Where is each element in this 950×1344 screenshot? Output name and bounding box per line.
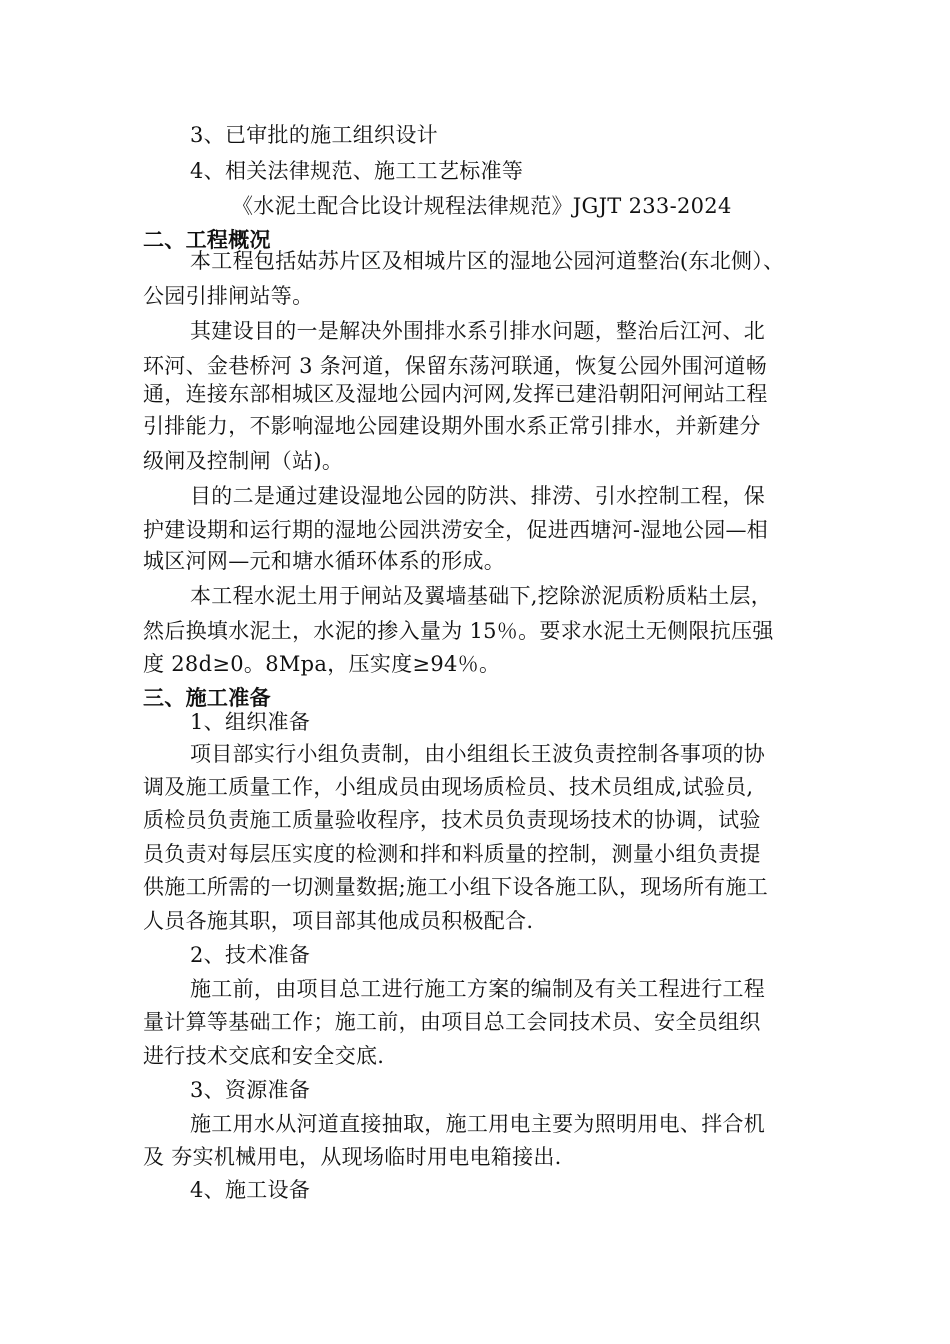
subsection-title-technical: 2、技术准备: [190, 943, 311, 967]
technical-line: 量计算等基础工作；施工前，由项目总工会同技术员、安全员组织: [143, 1010, 761, 1034]
overview-line: 城区河网—元和塘水循环体系的形成。: [143, 549, 506, 573]
basis-item-3: 3、已审批的施工组织设计: [190, 123, 438, 147]
subsection-title-resources: 3、资源准备: [190, 1078, 311, 1102]
section-heading-preparation: 三、施工准备: [143, 685, 271, 710]
overview-line: 通，连接东部相城区及湿地公园内河网,发挥已建沿朝阳河闸站工程: [143, 382, 768, 406]
overview-line: 本工程包括姑苏片区及相城片区的湿地公园河道整治(东北侧）、: [190, 249, 785, 273]
subsection-title-organization: 1、组织准备: [190, 710, 311, 734]
section-heading-overview: 二、工程概况: [143, 227, 271, 252]
overview-line: 度 28d≥0。8Mpa，压实度≥94％。: [143, 652, 501, 676]
organization-line: 调及施工质量工作，小组成员由现场质检员、技术员组成,试验员,: [143, 775, 754, 799]
resources-line: 及 夯实机械用电，从现场临时用电电箱接出.: [143, 1145, 562, 1169]
overview-line: 然后换填水泥土，水泥的掺入量为 15％。要求水泥土无侧限抗压强: [143, 619, 774, 643]
organization-line: 员负责对每层压实度的检测和拌和料质量的控制，测量小组负责提: [143, 842, 761, 866]
overview-line: 环河、金巷桥河 3 条河道，保留东荡河联通，恢复公园外围河道畅: [143, 354, 768, 378]
overview-line: 目的二是通过建设湿地公园的防洪、排涝、引水控制工程，保: [190, 484, 766, 508]
overview-line: 护建设期和运行期的湿地公园洪涝安全，促进西塘河-湿地公园—相: [143, 518, 769, 542]
overview-line: 公园引排闸站等。: [143, 284, 314, 308]
resources-line: 施工用水从河道直接抽取，施工用电主要为照明用电、拌合机: [190, 1112, 766, 1136]
basis-item-4: 4、相关法律规范、施工工艺标准等: [190, 159, 524, 183]
overview-line: 其建设目的一是解决外围排水系引排水问题，整治后江河、北: [190, 319, 766, 343]
subsection-title-equipment: 4、施工设备: [190, 1178, 311, 1202]
reference-standard: 《水泥土配合比设计规程法律规范》JGJT 233-2024: [232, 194, 732, 218]
technical-line: 进行技术交底和安全交底.: [143, 1044, 385, 1068]
overview-line: 引排能力，不影响湿地公园建设期外围水系正常引排水，并新建分: [143, 414, 761, 438]
technical-line: 施工前，由项目总工进行施工方案的编制及有关工程进行工程: [190, 977, 766, 1001]
organization-line: 供施工所需的一切测量数据;施工小组下设各施工队，现场所有施工: [143, 875, 769, 899]
organization-line: 质检员负责施工质量验收程序，技术员负责现场技术的协调，试验: [143, 808, 761, 832]
organization-line: 人员各施其职，项目部其他成员积极配合.: [143, 909, 534, 933]
organization-line: 项目部实行小组负责制，由小组组长王波负责控制各事项的协: [190, 742, 766, 766]
overview-line: 级闸及控制闸（站)。: [143, 449, 344, 473]
overview-line: 本工程水泥土用于闸站及翼墙基础下,挖除淤泥质粉质粘土层，: [190, 584, 773, 608]
